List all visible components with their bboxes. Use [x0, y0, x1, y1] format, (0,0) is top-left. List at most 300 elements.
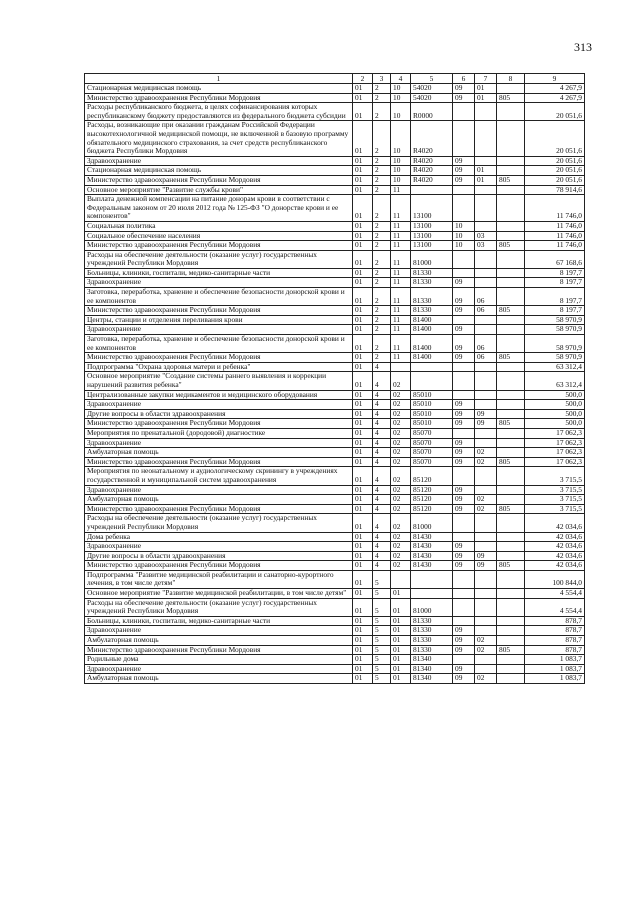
measure-cell: 01 [391, 616, 411, 626]
measure-cell [391, 570, 411, 588]
amount-cell: 42 034,6 [525, 542, 585, 552]
amount-cell: 1 083,7 [525, 655, 585, 665]
subdivision-cell [475, 570, 497, 588]
ministry-code-cell [497, 664, 525, 674]
subdivision-cell: 01 [475, 84, 497, 94]
ministry-code-cell: 805 [497, 306, 525, 316]
subprogram-cell: 2 [373, 185, 391, 195]
amount-cell: 878,7 [525, 626, 585, 636]
subprogram-cell: 2 [373, 315, 391, 325]
section-cell: 01 [353, 467, 373, 485]
table-row [85, 268, 585, 278]
section-cell: 01 [353, 315, 373, 325]
ministry-code-cell: 805 [497, 561, 525, 571]
subprogram-cell: 4 [373, 409, 391, 419]
division-cell [453, 570, 475, 588]
direction-cell: 81330 [411, 288, 453, 306]
table-row [85, 93, 585, 103]
subprogram-cell: 2 [373, 221, 391, 231]
amount-cell: 11 746,0 [525, 221, 585, 231]
ministry-code-cell [497, 315, 525, 325]
section-cell: 01 [353, 448, 373, 458]
ministry-code-cell [497, 532, 525, 542]
amount-cell: 58 970,9 [525, 353, 585, 363]
measure-cell: 01 [391, 598, 411, 616]
column-header: 2 [353, 74, 373, 84]
ministry-code-cell [497, 390, 525, 400]
division-cell: 09 [453, 504, 475, 514]
measure-cell: 01 [391, 664, 411, 674]
direction-cell: 13100 [411, 231, 453, 241]
direction-cell: 85010 [411, 419, 453, 429]
subdivision-cell [475, 362, 497, 372]
subdivision-cell: 02 [475, 645, 497, 655]
subprogram-cell: 4 [373, 390, 391, 400]
subdivision-cell [475, 221, 497, 231]
section-cell: 01 [353, 268, 373, 278]
direction-cell: 81400 [411, 315, 453, 325]
measure-cell: 11 [391, 250, 411, 268]
division-cell: 09 [453, 335, 475, 353]
amount-cell: 11 746,0 [525, 195, 585, 222]
direction-cell: 81000 [411, 514, 453, 532]
ministry-code-cell [497, 372, 525, 390]
ministry-code-cell [497, 655, 525, 665]
amount-cell: 4 267,9 [525, 84, 585, 94]
direction-cell: 81400 [411, 335, 453, 353]
column-header: 5 [411, 74, 453, 84]
table-row [85, 419, 585, 429]
direction-cell: 81330 [411, 626, 453, 636]
amount-cell: 20 051,6 [525, 156, 585, 166]
division-cell [453, 268, 475, 278]
section-cell: 01 [353, 419, 373, 429]
row-name-cell: Мероприятия по неонатальному и аудиологическому скринингу в учреждениях государственной и муниципальной систем здравоохранения [85, 467, 353, 485]
amount-cell: 4 554,4 [525, 598, 585, 616]
direction-cell [411, 362, 453, 372]
subdivision-cell [475, 400, 497, 410]
ministry-code-cell [497, 166, 525, 176]
amount-cell: 17 062,3 [525, 448, 585, 458]
subdivision-cell [475, 268, 497, 278]
direction-cell: 81330 [411, 616, 453, 626]
budget-table [84, 73, 585, 684]
section-cell: 01 [353, 306, 373, 316]
amount-cell: 3 715,5 [525, 504, 585, 514]
division-cell [453, 103, 475, 121]
row-name-cell: Расходы на обеспечение деятельности (оказание услуг) государственных учреждений Республики Мордовия [85, 514, 353, 532]
direction-cell: 81400 [411, 353, 453, 363]
subdivision-cell: 09 [475, 561, 497, 571]
measure-cell: 11 [391, 335, 411, 353]
table-row [85, 195, 585, 222]
section-cell: 01 [353, 438, 373, 448]
row-name-cell: Министерство здравоохранения Республики Мордовия [85, 241, 353, 251]
ministry-code-cell [497, 156, 525, 166]
amount-cell: 3 715,5 [525, 485, 585, 495]
direction-cell: 81000 [411, 598, 453, 616]
row-name-cell: Министерство здравоохранения Республики Мордовия [85, 457, 353, 467]
subdivision-cell: 02 [475, 495, 497, 505]
measure-cell: 11 [391, 353, 411, 363]
table-row [85, 250, 585, 268]
direction-cell: 81430 [411, 542, 453, 552]
division-cell [453, 428, 475, 438]
direction-cell: 81340 [411, 674, 453, 684]
subprogram-cell: 2 [373, 288, 391, 306]
direction-cell: 81330 [411, 645, 453, 655]
table-row [85, 674, 585, 684]
division-cell: 09 [453, 156, 475, 166]
direction-cell: 85010 [411, 409, 453, 419]
amount-cell: 20 051,6 [525, 175, 585, 185]
division-cell [453, 195, 475, 222]
measure-cell: 02 [391, 514, 411, 532]
direction-cell: R0000 [411, 103, 453, 121]
section-cell: 01 [353, 598, 373, 616]
table-row [85, 514, 585, 532]
row-name-cell: Родильные дома [85, 655, 353, 665]
subdivision-cell: 02 [475, 448, 497, 458]
direction-cell [411, 372, 453, 390]
subprogram-cell: 4 [373, 542, 391, 552]
measure-cell: 01 [391, 626, 411, 636]
row-name-cell: Здравоохранение [85, 278, 353, 288]
amount-cell: 8 197,7 [525, 288, 585, 306]
measure-cell: 10 [391, 84, 411, 94]
direction-cell: 81330 [411, 268, 453, 278]
direction-cell: R4020 [411, 121, 453, 156]
amount-cell: 20 051,6 [525, 121, 585, 156]
direction-cell: 85070 [411, 448, 453, 458]
amount-cell: 17 062,3 [525, 457, 585, 467]
direction-cell: R4020 [411, 175, 453, 185]
table-row [85, 551, 585, 561]
division-cell: 09 [453, 626, 475, 636]
subprogram-cell: 4 [373, 419, 391, 429]
row-name-cell: Министерство здравоохранения Республики Мордовия [85, 175, 353, 185]
measure-cell: 02 [391, 485, 411, 495]
subprogram-cell: 4 [373, 561, 391, 571]
amount-cell: 3 715,5 [525, 467, 585, 485]
division-cell [453, 532, 475, 542]
measure-cell: 11 [391, 306, 411, 316]
division-cell: 09 [453, 551, 475, 561]
subprogram-cell: 4 [373, 372, 391, 390]
row-name-cell: Расходы, возникающие при оказании гражданам Российской Федерации высокотехнологичной медицинской помощи, не включенной в базовую программу обязательного медицинского страхования, за счет средств республиканского бюджета Республики Мордовия [85, 121, 353, 156]
measure-cell: 10 [391, 103, 411, 121]
direction-cell: 81430 [411, 551, 453, 561]
table-row [85, 428, 585, 438]
subdivision-cell: 01 [475, 166, 497, 176]
subprogram-cell: 4 [373, 485, 391, 495]
subprogram-cell: 5 [373, 674, 391, 684]
ministry-code-cell [497, 268, 525, 278]
row-name-cell: Министерство здравоохранения Республики Мордовия [85, 93, 353, 103]
direction-cell: R4020 [411, 156, 453, 166]
direction-cell: 81430 [411, 532, 453, 542]
division-cell: 10 [453, 241, 475, 251]
ministry-code-cell [497, 195, 525, 222]
subprogram-cell: 2 [373, 84, 391, 94]
direction-cell: 81340 [411, 664, 453, 674]
table-row [85, 570, 585, 588]
section-cell: 01 [353, 589, 373, 599]
section-cell: 01 [353, 84, 373, 94]
table-row [85, 589, 585, 599]
row-name-cell: Амбулаторная помощь [85, 674, 353, 684]
table-row [85, 645, 585, 655]
row-name-cell: Министерство здравоохранения Республики Мордовия [85, 504, 353, 514]
subdivision-cell: 02 [475, 636, 497, 646]
subprogram-cell: 2 [373, 166, 391, 176]
measure-cell: 01 [391, 674, 411, 684]
ministry-code-cell [497, 551, 525, 561]
section-cell: 01 [353, 636, 373, 646]
ministry-code-cell [497, 362, 525, 372]
row-name-cell: Социальное обеспечение населения [85, 231, 353, 241]
subdivision-cell [475, 156, 497, 166]
row-name-cell: Амбулаторная помощь [85, 636, 353, 646]
section-cell: 01 [353, 288, 373, 306]
measure-cell: 11 [391, 288, 411, 306]
ministry-code-cell [497, 278, 525, 288]
table-row [85, 655, 585, 665]
measure-cell: 02 [391, 390, 411, 400]
direction-cell [411, 185, 453, 195]
section-cell: 01 [353, 362, 373, 372]
measure-cell: 02 [391, 448, 411, 458]
measure-cell: 11 [391, 241, 411, 251]
subdivision-cell [475, 315, 497, 325]
row-name-cell: Амбулаторная помощь [85, 495, 353, 505]
division-cell: 09 [453, 84, 475, 94]
subdivision-cell [475, 250, 497, 268]
amount-cell: 58 970,9 [525, 315, 585, 325]
subprogram-cell: 5 [373, 655, 391, 665]
subprogram-cell: 5 [373, 616, 391, 626]
table-row [85, 335, 585, 353]
direction-cell [411, 570, 453, 588]
ministry-code-cell [497, 485, 525, 495]
subprogram-cell: 4 [373, 495, 391, 505]
row-name-cell: Основное мероприятие "Создание системы раннего выявления и коррекции нарушений развития ребенка" [85, 372, 353, 390]
subdivision-cell [475, 616, 497, 626]
subdivision-cell [475, 626, 497, 636]
subprogram-cell: 4 [373, 438, 391, 448]
amount-cell: 8 197,7 [525, 268, 585, 278]
table-row [85, 542, 585, 552]
subprogram-cell: 2 [373, 335, 391, 353]
subprogram-cell: 5 [373, 598, 391, 616]
section-cell: 01 [353, 93, 373, 103]
table-row [85, 362, 585, 372]
row-name-cell: Больницы, клиники, госпитали, медико-санитарные части [85, 616, 353, 626]
row-name-cell: Стационарная медицинская помощь [85, 166, 353, 176]
row-name-cell: Амбулаторная помощь [85, 448, 353, 458]
table-row [85, 306, 585, 316]
division-cell: 09 [453, 674, 475, 684]
subprogram-cell: 2 [373, 306, 391, 316]
table-row [85, 156, 585, 166]
table-row [85, 390, 585, 400]
table-row [85, 372, 585, 390]
row-name-cell: Центры, станции и отделения переливания крови [85, 315, 353, 325]
measure-cell: 02 [391, 467, 411, 485]
section-cell: 01 [353, 495, 373, 505]
table-row [85, 598, 585, 616]
subprogram-cell: 2 [373, 250, 391, 268]
table-row [85, 532, 585, 542]
section-cell: 01 [353, 103, 373, 121]
division-cell: 09 [453, 353, 475, 363]
ministry-code-cell [497, 626, 525, 636]
subdivision-cell [475, 103, 497, 121]
subdivision-cell [475, 598, 497, 616]
section-cell: 01 [353, 570, 373, 588]
table-row [85, 103, 585, 121]
subdivision-cell [475, 325, 497, 335]
subprogram-cell: 4 [373, 514, 391, 532]
measure-cell: 10 [391, 121, 411, 156]
subprogram-cell: 5 [373, 645, 391, 655]
measure-cell: 10 [391, 156, 411, 166]
division-cell: 09 [453, 306, 475, 316]
section-cell: 01 [353, 221, 373, 231]
section-cell: 01 [353, 645, 373, 655]
subprogram-cell: 2 [373, 195, 391, 222]
division-cell [453, 616, 475, 626]
subdivision-cell [475, 467, 497, 485]
subprogram-cell: 2 [373, 353, 391, 363]
direction-cell: 81000 [411, 250, 453, 268]
table-row [85, 664, 585, 674]
measure-cell: 01 [391, 589, 411, 599]
measure-cell: 10 [391, 175, 411, 185]
row-name-cell: Министерство здравоохранения Республики Мордовия [85, 306, 353, 316]
ministry-code-cell [497, 616, 525, 626]
table-row [85, 221, 585, 231]
section-cell: 01 [353, 655, 373, 665]
row-name-cell: Здравоохранение [85, 325, 353, 335]
section-cell: 01 [353, 250, 373, 268]
subprogram-cell: 2 [373, 278, 391, 288]
subprogram-cell: 4 [373, 551, 391, 561]
measure-cell: 11 [391, 221, 411, 231]
division-cell: 09 [453, 457, 475, 467]
measure-cell: 01 [391, 645, 411, 655]
division-cell [453, 362, 475, 372]
ministry-code-cell [497, 542, 525, 552]
row-name-cell: Министерство здравоохранения Республики Мордовия [85, 645, 353, 655]
row-name-cell: Выплата денежной компенсации на питание донорам крови в соответствии с Федеральным законом от 20 июля 2012 года № 125-ФЗ "О донорстве крови и ее компонентов" [85, 195, 353, 222]
subdivision-cell: 03 [475, 241, 497, 251]
division-cell [453, 589, 475, 599]
direction-cell: 13100 [411, 241, 453, 251]
division-cell: 09 [453, 400, 475, 410]
division-cell: 09 [453, 448, 475, 458]
column-header: 8 [497, 74, 525, 84]
subdivision-cell [475, 485, 497, 495]
ministry-code-cell [497, 221, 525, 231]
table-row [85, 84, 585, 94]
measure-cell: 11 [391, 231, 411, 241]
direction-cell: 54020 [411, 84, 453, 94]
division-cell: 10 [453, 231, 475, 241]
amount-cell: 100 844,0 [525, 570, 585, 588]
subprogram-cell: 2 [373, 241, 391, 251]
ministry-code-cell [497, 636, 525, 646]
subdivision-cell: 03 [475, 231, 497, 241]
table-row [85, 241, 585, 251]
subdivision-cell: 06 [475, 335, 497, 353]
column-header: 7 [475, 74, 497, 84]
section-cell: 01 [353, 185, 373, 195]
subprogram-cell: 5 [373, 664, 391, 674]
subdivision-cell: 06 [475, 288, 497, 306]
division-cell: 09 [453, 325, 475, 335]
subdivision-cell [475, 532, 497, 542]
amount-cell: 11 746,0 [525, 231, 585, 241]
measure-cell: 11 [391, 315, 411, 325]
section-cell: 01 [353, 325, 373, 335]
direction-cell: 81330 [411, 278, 453, 288]
table-row [85, 616, 585, 626]
section-cell: 01 [353, 400, 373, 410]
amount-cell: 78 914,6 [525, 185, 585, 195]
amount-cell: 878,7 [525, 645, 585, 655]
ministry-code-cell [497, 250, 525, 268]
amount-cell: 500,0 [525, 419, 585, 429]
column-header: 4 [391, 74, 411, 84]
section-cell: 01 [353, 532, 373, 542]
division-cell: 09 [453, 166, 475, 176]
measure-cell: 11 [391, 185, 411, 195]
subprogram-cell: 5 [373, 589, 391, 599]
division-cell [453, 121, 475, 156]
ministry-code-cell [497, 674, 525, 684]
row-name-cell: Здравоохранение [85, 542, 353, 552]
table-row [85, 495, 585, 505]
direction-cell: 85070 [411, 457, 453, 467]
subdivision-cell: 09 [475, 419, 497, 429]
section-cell: 01 [353, 390, 373, 400]
subprogram-cell: 5 [373, 570, 391, 588]
table-row [85, 448, 585, 458]
direction-cell: 85120 [411, 495, 453, 505]
row-name-cell: Больницы, клиники, госпитали, медико-санитарные части [85, 268, 353, 278]
table-row [85, 315, 585, 325]
ministry-code-cell [497, 598, 525, 616]
page-number: 313 [574, 40, 592, 54]
subdivision-cell: 01 [475, 175, 497, 185]
row-name-cell: Стационарная медицинская помощь [85, 84, 353, 94]
row-name-cell: Централизованные закупки медикаментов и медицинского оборудования [85, 390, 353, 400]
amount-cell: 1 083,7 [525, 664, 585, 674]
table-body [85, 84, 585, 684]
section-cell: 01 [353, 409, 373, 419]
direction-cell: 85010 [411, 400, 453, 410]
section-cell: 01 [353, 664, 373, 674]
row-name-cell: Министерство здравоохранения Республики Мордовия [85, 353, 353, 363]
table-row [85, 636, 585, 646]
ministry-code-cell [497, 467, 525, 485]
division-cell: 09 [453, 419, 475, 429]
division-cell: 09 [453, 438, 475, 448]
amount-cell: 42 034,6 [525, 561, 585, 571]
division-cell [453, 185, 475, 195]
direction-cell: 81430 [411, 561, 453, 571]
